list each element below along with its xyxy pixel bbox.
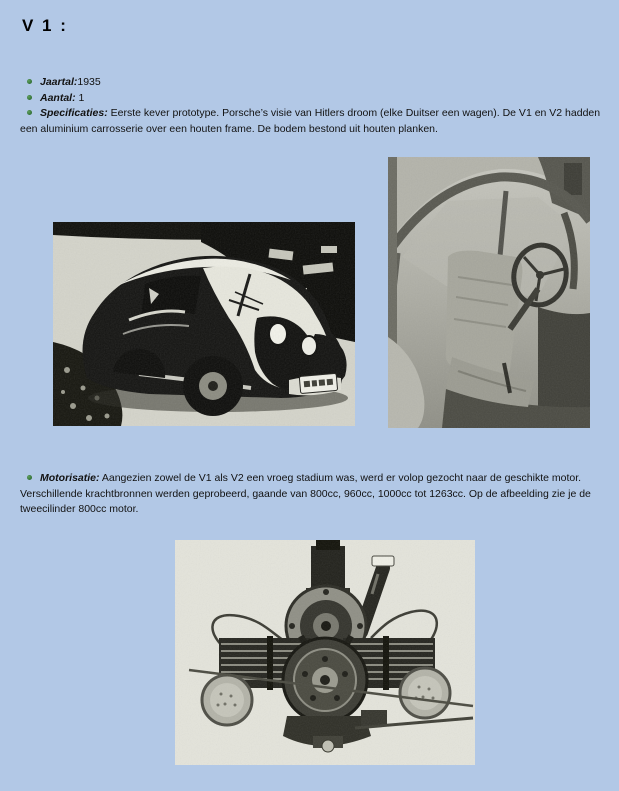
spec-item-specificaties: [20, 106, 606, 137]
spec-value: Eerste kever prototype. Porsche’s visie van Hitlers droom (elke Duitser een wagen). De V1 en V2 hadden een aluminium carrosserie over een houten frame. De bodem bestond uit houten planken.: [20, 107, 601, 135]
spec-value: 1935: [77, 76, 101, 88]
spec-item-jaartal: [20, 75, 606, 91]
spec-item-aantal: [20, 91, 606, 107]
vw-v1-interior-photo: [388, 157, 590, 428]
bullet-icon: [27, 475, 32, 480]
exterior-photo-illustration: [53, 222, 355, 426]
motorisatie-paragraph: [20, 471, 606, 518]
motorisatie-label: Motorisatie:: [40, 472, 100, 484]
spec-label: Jaartal:: [40, 76, 78, 88]
bullet-icon: [27, 95, 32, 100]
motorisatie-value: Aangezien zowel de V1 als V2 een vroeg stadium was, werd er volop gezocht naar de geschikte motor. Verschillende krachtbronnen werden geprobeerd, gaande van 800cc, 960cc, 1000cc tot 1263cc. Op de afbeelding zie je de tweecilinder 800cc motor.: [20, 472, 591, 515]
page-title: V 1 :: [22, 16, 68, 35]
engine-photo-illustration: [175, 540, 475, 765]
interior-photo-illustration: [388, 157, 590, 428]
vw-v1-engine-photo: [175, 540, 475, 765]
spec-list: [20, 75, 606, 137]
spec-label: Aantal:: [40, 91, 76, 104]
bullet-icon: [27, 110, 32, 115]
spec-value: 1: [75, 91, 85, 104]
bullet-icon: [27, 79, 32, 84]
spec-label: Specificaties:: [40, 107, 108, 119]
vw-v1-exterior-photo: [53, 222, 355, 426]
